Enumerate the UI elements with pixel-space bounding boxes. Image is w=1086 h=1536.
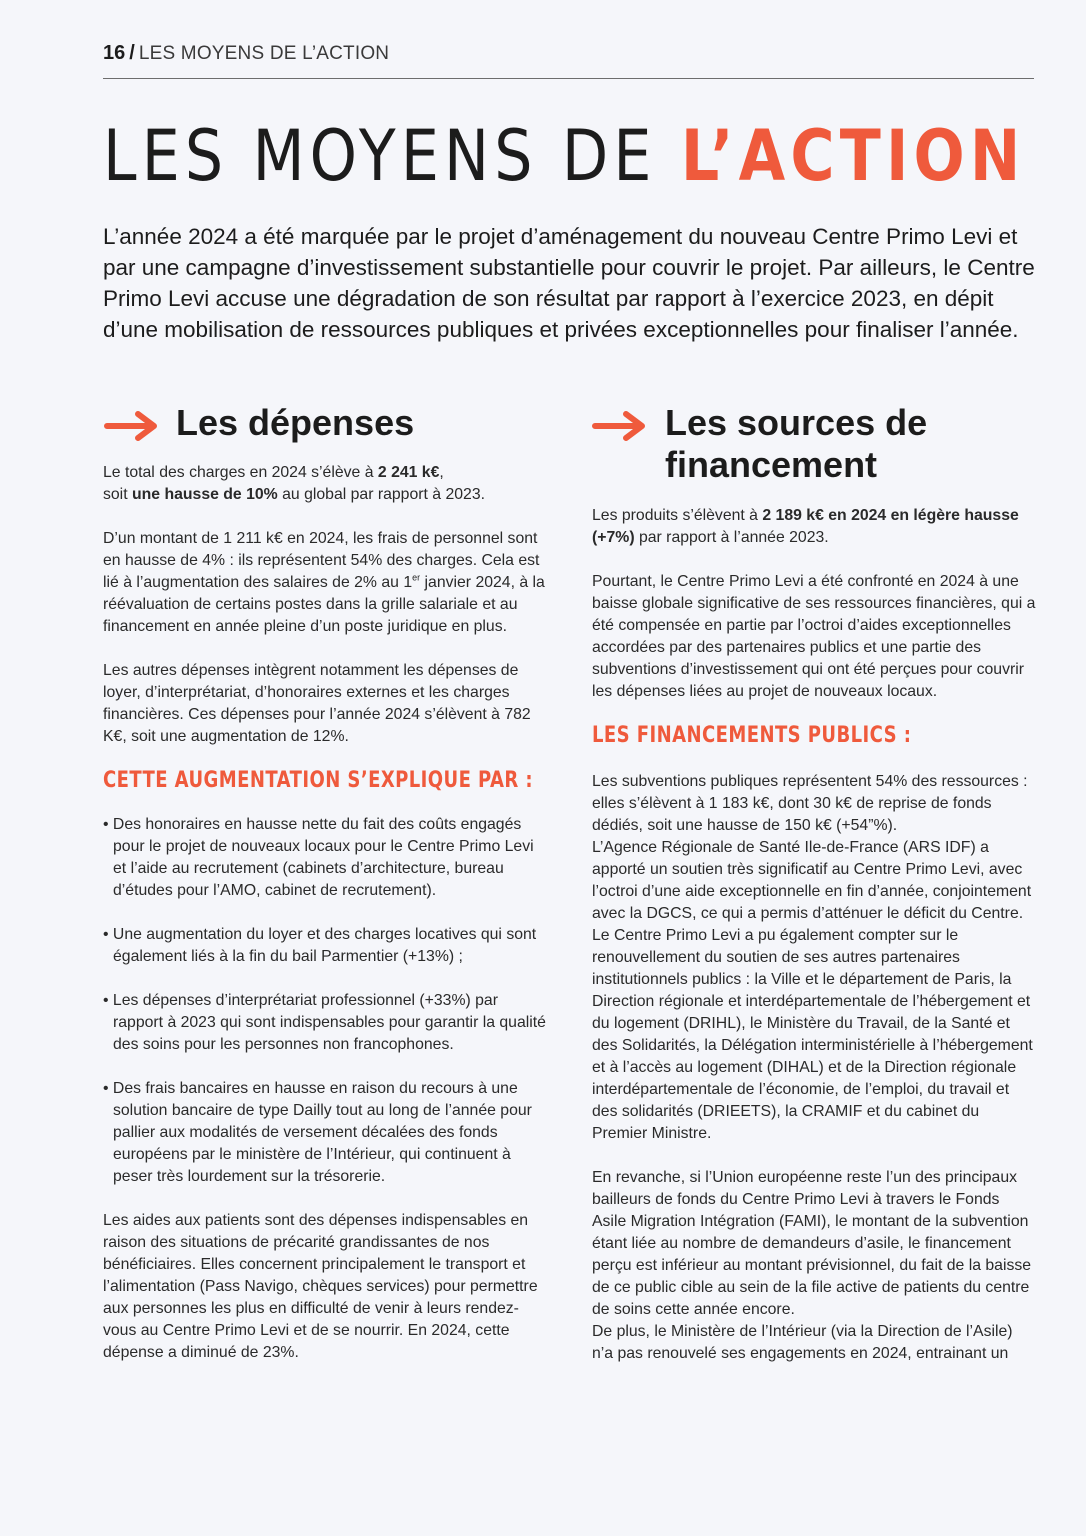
section-title: LES MOYENS DE L’ACTION [138, 43, 390, 64]
page-header [103, 42, 1034, 79]
header-slash: / [129, 42, 135, 64]
expenses-heading: Les dépenses [176, 402, 415, 443]
intro-paragraph: L’année 2024 a été marquée par le projet d’aménagement du nouveau Centre Primo Levi et par une campagne d’investissement substantielle pour couvrir le projet. Par ailleurs, le Centre Primo Levi accuse une dégradation de son résultat par rapport à l’exercice 2023, en dépit d’une mobilisation de ressources publiques et privées exceptionnelles pour finaliser l’année. [103, 224, 1035, 342]
patient-aid-paragraph: Les aides aux patients sont des dépenses indispensables en raison des situations de précarité grandissantes de nos bénéficiaires. Elles concernent principalement le transport et l’alimentation (Pass Navigo, chèques services) pour permettre aux personnes les plus en difficulté de venir à leurs rendez-vous au Centre Primo Levi et de se nourrir. En 2024, cette dépense a diminué de 23%. [103, 1212, 538, 1361]
resources-paragraph: Pourtant, le Centre Primo Levi a été confronté en 2024 à une baisse globale significative de ses ressources financières, qui a été compensée en partie par l’octroi d’aides exceptionnelles accordées par des partenaires publics et une partie des subventions d’investissement qui ont été perçues pour couvrir les dépenses liées au projet de nouveaux locaux. [592, 573, 1036, 700]
other-expenses-paragraph: Les autres dépenses intègrent notamment les dépenses de loyer, d’interprétariat, d’honoraires externes et les charges financières. Ces dépenses pour l’année 2024 s’élèvent à 782 K€, soit une augmentation de 12%. [103, 662, 531, 745]
public-funding-subheading: LES FINANCEMENTS PUBLICS : [592, 723, 912, 748]
page-title [103, 115, 1026, 197]
list-item: • Une augmentation du loyer et des charges locatives qui sont également liés à la fin du bail Parmentier (+13%) ; [103, 926, 537, 965]
ars-paragraph: L’Agence Régionale de Santé Ile-de-France (ARS IDF) a apporté un soutien très significatif au Centre Primo Levi, avec l’octroi d’une aide exceptionnelle en fin d’année, conjointement avec la DGCS, ce qui a permis d’atténuer le déficit du Centre. [592, 839, 1032, 922]
arrow-right-icon [592, 409, 648, 443]
public-subsidies-paragraph: Les subventions publiques représentent 54% des ressources : elles s’élèvent à 1 183 k€, dont 30 k€ de reprise de fonds dédiés, soit une hausse de 150 k€ (+54”%). [592, 773, 1028, 834]
list-item: • Les dépenses d’interprétariat professionnel (+33%) par rapport à 2023 qui sont indispensables pour garantir la qualité des soins pour les personnes non francophones. [103, 992, 546, 1053]
expenses-total-paragraph: Le total des charges en 2024 s’élève à 2 241 k€, soit une hausse de 10% au global par rapport à 2023. [103, 464, 485, 503]
partners-paragraph: Le Centre Primo Levi a pu également compter sur le renouvellement du soutien de ses autres partenaires institutionnels publics : la Ville et le département de Paris, la Direction régionale et interdépartementale de l’hébergement et du logement (DRIHL), le Ministère du Travail, de la Santé et des Solidarités, la Délégation interministérielle à l’hébergement et à l’accès au logement (DIHAL) et de la Direction régionale interdépartementale de l’économie, de l’emploi, du travail et des solidarités (DRIEETS), la CRAMIF et du cabinet du Premier Ministre. [592, 927, 1033, 1142]
funding-heading [665, 402, 927, 486]
funding-heading-line1: Les sources de [665, 402, 928, 443]
arrow-right-icon [104, 409, 160, 443]
expenses-column [103, 462, 548, 1386]
title-accent: L’ACTION [680, 115, 1026, 197]
funding-heading-line2: financement [665, 444, 878, 485]
eu-paragraph: En revanche, si l’Union européenne reste l’un des principaux bailleurs de fonds du Centre Primo Levi à travers le Fonds Asile Migration Intégration (FAMI), le montant de la subvention étant liée au nombre de demandeurs d’asile, le financement perçu est inférieur au montant prévisionnel, du fait de la baisse de ce public cible au sein de la file active de patients du centre de soins cette année encore. [592, 1169, 1032, 1318]
list-item: • Des honoraires en hausse nette du fait des coûts engagés pour le projet de nouveaux locaux pour le Centre Primo Levi et l’aide au recrutement (cabinets d’architecture, bureau d’études pour l’AMO, cabinet de recrutement). [103, 816, 534, 899]
page-number: 16 [103, 42, 126, 64]
increase-subheading: CETTE AUGMENTATION S’EXPLIQUE PAR : [103, 768, 533, 793]
list-item: • Des frais bancaires en hausse en raison du recours à une solution bancaire de type Dailly tout au long de l’année pour pallier aux modalités de versement décalées des fonds européens par le ministère de l’Intérieur, qui continuent à peser très lourdement sur la trésorerie. [103, 1080, 532, 1185]
funding-column [592, 505, 1037, 1365]
title-part1: LES MOYENS DE [103, 115, 681, 197]
interior-paragraph: De plus, le Ministère de l’Intérieur (via la Direction de l’Asile) n’a pas renouvelé ses engagements en 2024, entrainant un [592, 1323, 1013, 1362]
products-paragraph: Les produits s’élèvent à 2 189 k€ en 2024 en légère hausse (+7%) par rapport à l’année 2023. [592, 507, 1019, 546]
personnel-paragraph: D’un montant de 1 211 k€ en 2024, les frais de personnel sont en hausse de 4% : ils représentent 54% des charges. Cela est lié à l’augmentation des salaires de 2% au 1er janvier 2024, à la réévaluation de certains postes dans la grille salariale et au financement en année pleine d’un poste juridique en plus. [103, 530, 545, 635]
